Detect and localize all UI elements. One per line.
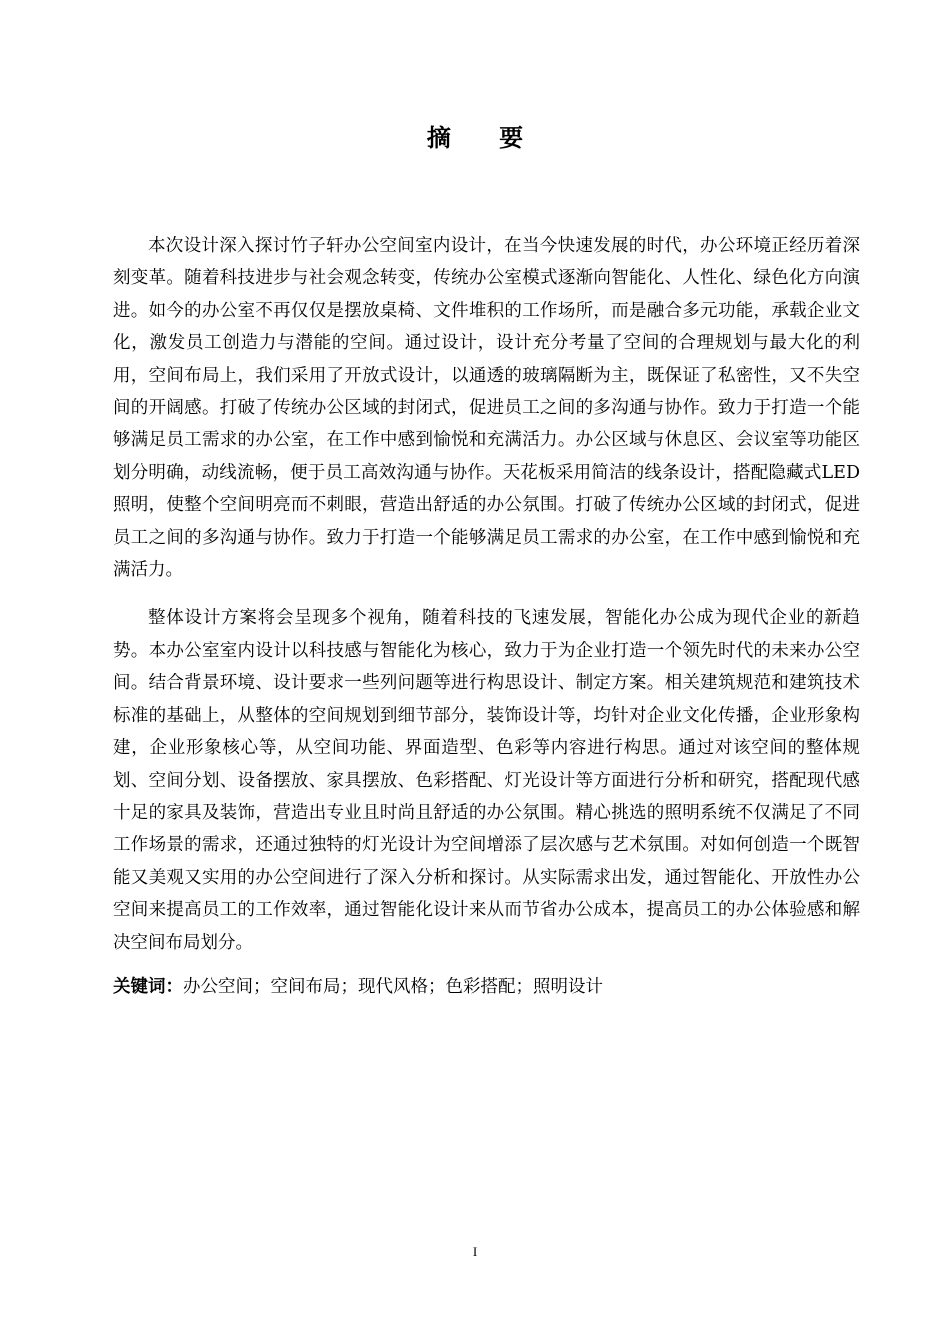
keywords-line: [113, 971, 860, 1003]
abstract-paragraph-2: 整体设计方案将会呈现多个视角，随着科技的飞速发展，智能化办公成为现代企业的新趋势。本办公室室内设计以科技感与智能化为核心，致力于为企业打造一个领先时代的未来办公空间。结合背景环境、设计要求一些列问题等进行构思设计、制定方案。相关建筑规范和建筑技术标准的基础上，从整体的空间规划到细节部分，装饰设计等，均针对企业文化传播，企业形象构建，企业形象核心等，从空间功能、界面造型、色彩等内容进行构思。通过对该空间的整体规划、空间分划、设备摆放、家具摆放、色彩搭配、灯光设计等方面进行分析和研究，搭配现代感十足的家具及装饰，营造出专业且时尚且舒适的办公氛围。精心挑选的照明系统不仅满足了不同工作场景的需求，还通过独特的灯光设计为空间增添了层次感与艺术氛围。对如何创造一个既智能又美观又实用的办公空间进行了深入分析和探讨。从实际需求出发，通过智能化、开放性办公空间来提高员工的工作效率，通过智能化设计来从而节省办公成本，提高员工的办公体验感和解决空间布局划分。: [113, 608, 860, 953]
abstract-body: [113, 230, 860, 1021]
keywords-label: 关键词：: [113, 976, 183, 997]
page-title: 摘 要: [426, 124, 544, 152]
page-number: I: [472, 1244, 478, 1259]
abstract-paragraph-1: 本次设计深入探讨竹子轩办公空间室内设计，在当今快速发展的时代，办公环境正经历着深刻变革。随着科技进步与社会观念转变，传统办公室模式逐渐向智能化、人性化、绿色化方向演进。如今的办公室不再仅仅是摆放桌椅、文件堆积的工作场所，而是融合多元功能，承载企业文化，激发员工创造力与潜能的空间。通过设计，设计充分考量了空间的合理规划与最大化的利用，空间布局上，我们采用了开放式设计，以通透的玻璃隔断为主，既保证了私密性，又不失空间的开阔感。打破了传统办公区域的封闭式，促进员工之间的多沟通与协作。致力于打造一个能够满足员工需求的办公室，在工作中感到愉悦和充满活力。办公区域与休息区、会议室等功能区划分明确，动线流畅，便于员工高效沟通与协作。天花板采用简洁的线条设计，搭配隐藏式LED照明，使整个空间明亮而不刺眼，营造出舒适的办公氛围。打破了传统办公区域的封闭式，促进员工之间的多沟通与协作。致力于打造一个能够满足员工需求的办公室，在工作中感到愉悦和充满活力。: [113, 236, 860, 581]
keywords-text: 办公空间；空间布局；现代风格；色彩搭配；照明设计: [183, 976, 603, 997]
